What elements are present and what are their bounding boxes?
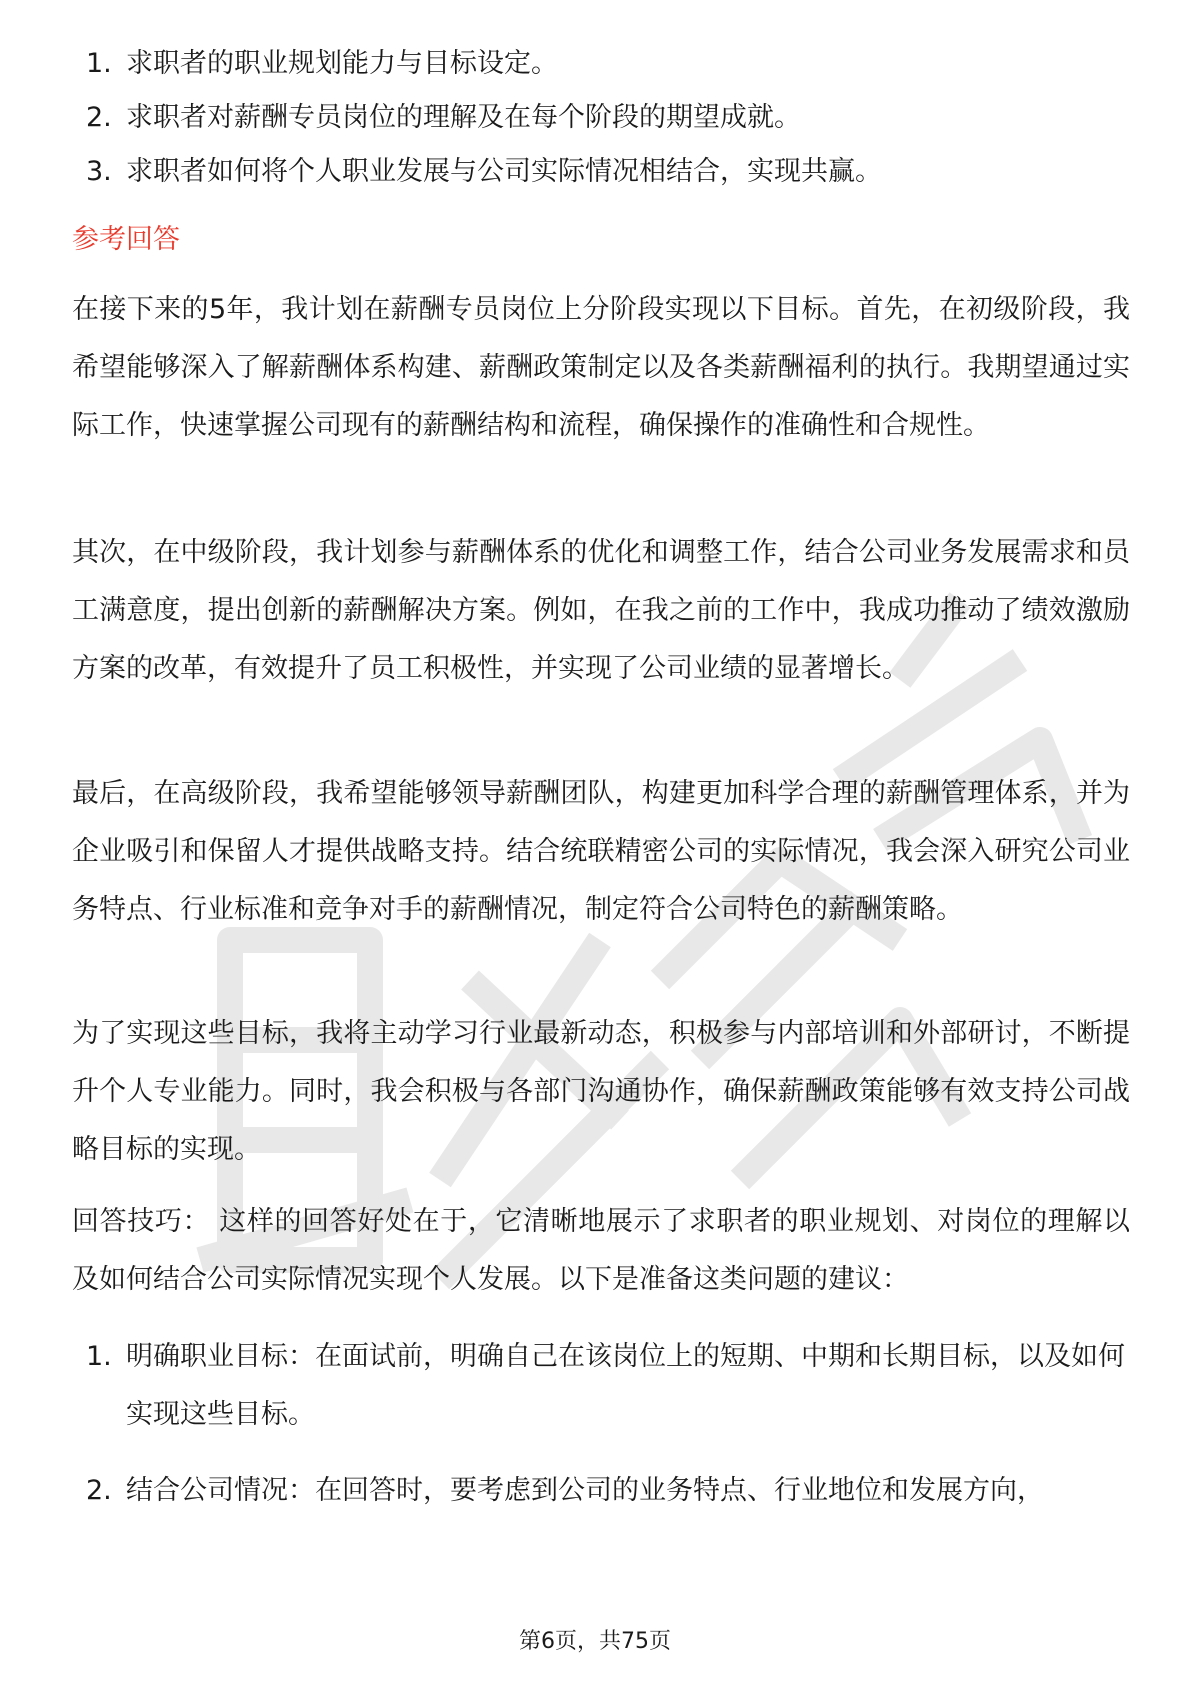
paragraph: 最后，在高级阶段，我希望能够领导薪酬团队，构建更加科学合理的薪酬管理体系，并为企业吸引和保留人才提供战略支持。结合统联精密公司的实际情况，我会深入研究公司业务特点、行业标准和竞争对手的薪酬情况，制定符合公司特色的薪酬策略。 [72,778,1130,925]
list-text: 明确职业目标：在面试前，明确自己在该岗位上的短期、中期和长期目标，以及如何实现这些目标。 [126,1341,1125,1430]
list-item [72,35,1132,93]
list-number: 2. [86,1475,112,1506]
section-title: 参考回答 [72,224,180,255]
list-number: 1. [86,1341,112,1372]
paragraph: 为了实现这些目标，我将主动学习行业最新动态，积极参与内部培训和外部研讨，不断提升个人专业能力。同时，我会积极与各部门沟通协作，确保薪酬政策能够有效支持公司战略目标的实现。 [72,1018,1130,1165]
list-text: 结合公司情况：在回答时，要考虑到公司的业务特点、行业地位和发展方向， [126,1475,1044,1506]
tips-intro: 回答技巧： 这样的回答好处在于，它清晰地展示了求职者的职业规划、对岗位的理解以及如何结合公司实际情况实现个人发展。以下是准备这类问题的建议： [72,1206,1130,1295]
list-item [72,89,1132,147]
paragraph: 在接下来的5年，我计划在薪酬专员岗位上分阶段实现以下目标。首先，在初级阶段，我希望能够深入了解薪酬体系构建、薪酬政策制定以及各类薪酬福利的执行。我期望通过实际工作，快速掌握公司现有的薪酬结构和流程，确保操作的准确性和合规性。 [72,294,1130,441]
list-text: 求职者的职业规划能力与目标设定。 [126,48,558,79]
list-number: 3. [86,156,112,187]
list-item [72,1328,1132,1444]
paragraph: 其次，在中级阶段，我计划参与薪酬体系的优化和调整工作，结合公司业务发展需求和员工满意度，提出创新的薪酬解决方案。例如，在我之前的工作中，我成功推动了绩效激励方案的改革，有效提升了员工积极性，并实现了公司业绩的显著增长。 [72,537,1130,684]
list-item [72,1462,1132,1520]
page-footer: 第6页，共75页 [519,1629,671,1654]
list-text: 求职者对薪酬专员岗位的理解及在每个阶段的期望成就。 [126,102,801,133]
list-number: 2. [86,102,112,133]
list-number: 1. [86,48,112,79]
list-item [72,143,1132,201]
list-text: 求职者如何将个人职业发展与公司实际情况相结合，实现共赢。 [126,156,882,187]
